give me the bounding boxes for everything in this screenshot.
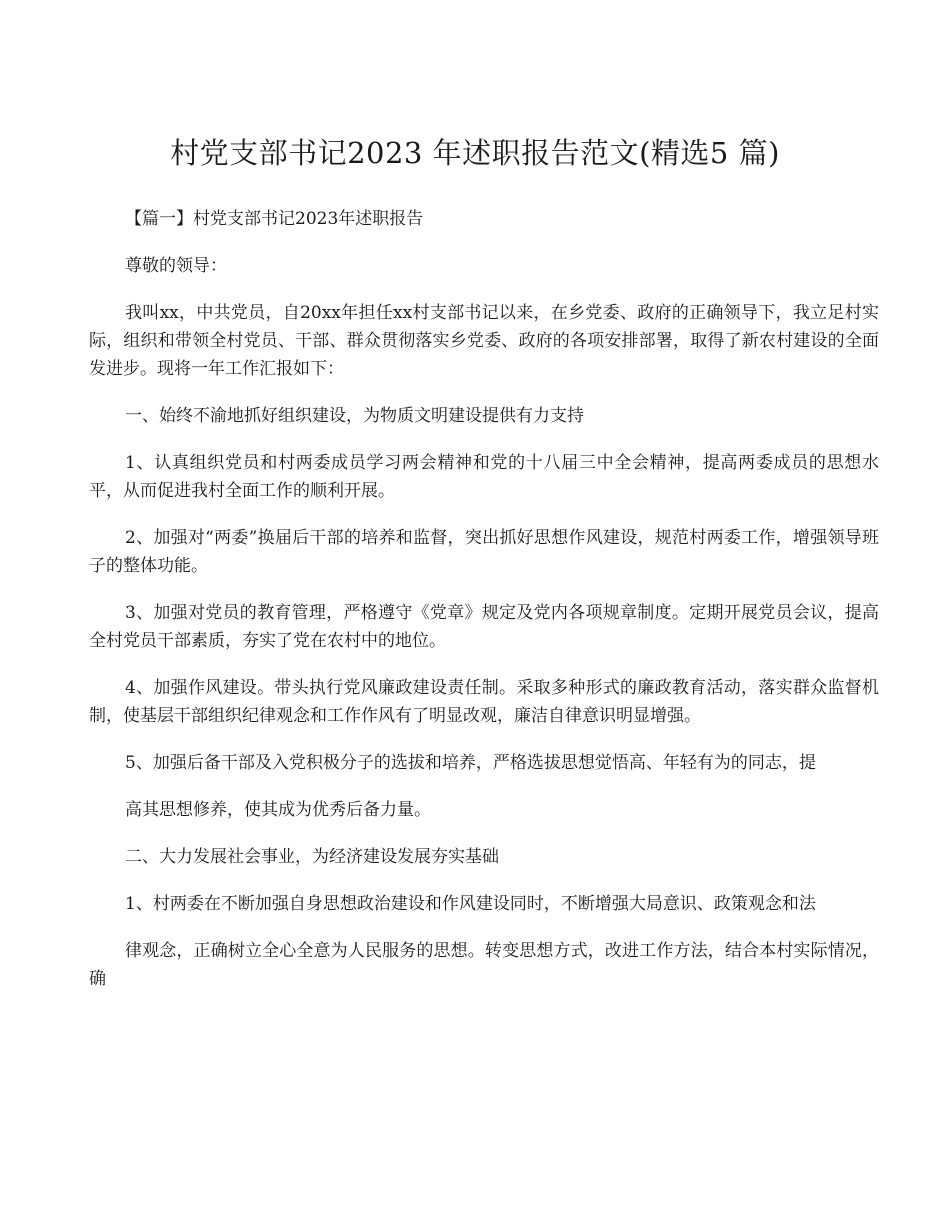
list-item-3: 3、加强对党员的教育管理，严格遵守《党章》规定及党内各项规章制度。定期开展党员会议，提高全村党员干部素质，夯实了党在农村中的地位。 xyxy=(89,603,879,651)
section-heading-1: 一、始终不渝地抓好组织建设，为物质文明建设提供有力支持 xyxy=(125,406,584,426)
list-item-2: 2、加强对“两委”换届后干部的培养和监督，突出抓好思想作风建设，规范村两委工作，增强领导班子的整体功能。 xyxy=(89,528,879,576)
document-body xyxy=(89,205,879,1012)
list-item-4: 4、加强作风建设。带头执行党风廉政建设责任制。采取多种形式的廉政教育活动，落实群众监督机制，使基层干部组织纪律观念和工作作风有了明显改观，廉洁自律意识明显增强。 xyxy=(89,678,879,726)
list-item-2-1-continued: 律观念，正确树立全心全意为人民服务的思想。转变思想方式，改进工作方法，结合本村实际情况，确 xyxy=(89,941,879,989)
list-item-1: 1、认真组织党员和村两委成员学习两会精神和党的十八届三中全会精神，提高两委成员的思想水平，从而促进我村全面工作的顺利开展。 xyxy=(89,453,879,501)
document-title: 村党支部书记2023 年述职报告范文(精选5 篇) xyxy=(170,136,780,170)
section-heading-2: 二、大力发展社会事业，为经济建设发展夯实基础 xyxy=(125,847,499,867)
list-item-5-continued: 高其思想修养，使其成为优秀后备力量。 xyxy=(125,800,431,820)
section-heading-part-one: 【篇一】村党支部书记2023年述职报告 xyxy=(125,209,424,229)
list-item-2-1: 1、村两委在不断加强自身思想政治建设和作风建设同时，不断增强大局意识、政策观念和法 xyxy=(125,894,816,914)
list-item-5: 5、加强后备干部及入党积极分子的选拔和培养，严格选拔思想觉悟高、年轻有为的同志，提 xyxy=(125,753,816,773)
intro-paragraph: 我叫xx，中共党员，自20xx年担任xx村支部书记以来，在乡党委、政府的正确领导下，我立足村实际，组织和带领全村党员、干部、群众贯彻落实乡党委、政府的各项安排部署，取得了新农村建设的全面发进步。现将一年工作汇报如下： xyxy=(89,303,879,379)
salutation: 尊敬的领导： xyxy=(125,256,227,276)
